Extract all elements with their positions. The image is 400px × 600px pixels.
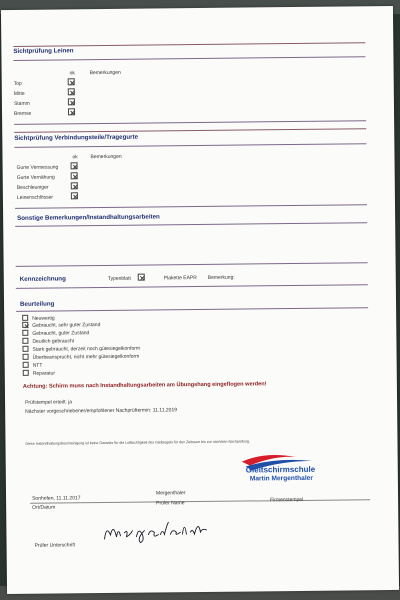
option-label-ueberbeansprucht: Überbeansprucht, nicht mehr gütesiegelkonform — [32, 353, 140, 361]
warning-text: Achtung: Schirm muss nach Instandhaltungsarbeiten am Übungshang eingeflogen werden! — [22, 381, 267, 390]
row-label-top: Top — [13, 80, 22, 87]
checkbox-ueberbeansprucht[interactable] — [23, 354, 29, 360]
option-label-neuwertig: Neuwertig — [32, 315, 55, 322]
school-logo — [236, 453, 340, 492]
naechster-termin-text: Nächster vorgeschriebener/empfohlener Nachprüftermin: 11.11.2019 — [25, 407, 178, 415]
section-title-kennzeichnung: Kennzeichnung — [19, 275, 66, 283]
section-title-sonstige: Sonstige Bemerkungen/Instandhaltungsarbeiten — [17, 213, 160, 222]
col-remarks-label: Bemerkungen — [89, 69, 121, 77]
pruefstempel-text: Prüfstempel erteilt: ja — [25, 399, 73, 406]
handwritten-signature — [102, 516, 212, 552]
checkbox-stark-gebraucht[interactable] — [22, 346, 28, 352]
ort-datum-label: Ort/Datum — [32, 504, 56, 511]
logo-line1: Gleitschirmschule — [245, 464, 316, 475]
section-rule — [16, 262, 368, 267]
checkbox-gurte-vermessung[interactable] — [71, 162, 78, 169]
row-label-gurte-vermessung: Gurte Vermessung — [16, 164, 59, 171]
plakette-label: Plakette EAPR — [163, 275, 197, 282]
section-rule — [15, 204, 367, 209]
row-label-stamm: Stamm — [13, 100, 30, 107]
checkbox-typenblatt[interactable] — [138, 274, 145, 281]
checkbox-mitte[interactable] — [68, 88, 75, 95]
typenblatt-label: Typenblatt — [107, 275, 131, 282]
pruefer-name-value: Mergenthaler — [155, 490, 186, 497]
option-label-ntt: NTT — [32, 362, 43, 369]
checkbox-deutlich-gebraucht[interactable] — [22, 338, 28, 344]
pruefer-unterschrift-label: Prüfer Unterschrift — [34, 542, 76, 549]
row-label-mitte: Mitte — [13, 90, 25, 97]
row-label-gurte-vernaehung: Gurte Vernähung — [16, 174, 55, 181]
section-rule — [16, 307, 368, 312]
checkbox-stamm[interactable] — [68, 98, 75, 105]
checkbox-gurte-vernaehung[interactable] — [71, 172, 78, 179]
checkbox-sehr-guter-zustand[interactable] — [22, 322, 28, 328]
section-rule — [14, 120, 366, 125]
section-title-beurteilung: Beurteilung — [19, 300, 55, 308]
checkbox-top[interactable] — [68, 78, 75, 85]
checkbox-neuwertig[interactable] — [22, 315, 28, 321]
col-remarks-label: Bemerkungen — [90, 153, 122, 161]
option-label-stark-gebraucht: Stark gebraucht, derzeit noch gütesiegelkonform — [32, 345, 141, 353]
inspection-form-page — [1, 6, 399, 594]
checkbox-leinenschloesser[interactable] — [71, 192, 78, 199]
checkbox-guter-zustand[interactable] — [22, 330, 28, 336]
checkbox-bremse[interactable] — [68, 108, 75, 115]
checkbox-beschleuniger[interactable] — [71, 182, 78, 189]
section-rule — [15, 222, 367, 227]
disclaimer-text: Diese Instandhaltungsbescheinigung ist keine Garantie für die Lufttüchtigkeit des Gleitsegels für den Zeitraum bis zur nächsten Nachprüfung. — [25, 439, 251, 446]
option-label-guter-zustand: Gebraucht, guter Zustand — [32, 330, 90, 337]
col-ok-label: ok — [69, 70, 75, 77]
section-title-verbindung: Sichtprüfung Verbindungsteile/Tragegurte — [14, 133, 139, 142]
section-rule — [13, 56, 365, 61]
section-rule — [13, 42, 365, 47]
section-rule — [14, 128, 366, 133]
ort-datum-value: Sonhofen, 11.11.2017 — [32, 495, 81, 502]
col-ok-label: ok — [72, 154, 78, 161]
pruefer-name-label: Prüfer Name — [156, 500, 185, 507]
option-label-reparatur: Reparatur — [32, 370, 56, 377]
option-label-deutlich-gebraucht: Deutlich gebraucht — [32, 338, 75, 345]
section-title-leinen: Sichtprüfung Leinen — [13, 47, 74, 55]
logo-line2: Martin Mergenthaler — [249, 474, 313, 483]
bemerkung-label: Bemerkung: — [207, 274, 235, 281]
checkbox-reparatur[interactable] — [23, 370, 29, 376]
section-rule — [16, 284, 368, 289]
section-rule — [14, 143, 366, 148]
firmenstempel-label: Firmenstempel — [270, 496, 304, 504]
row-label-bremse: Bremse — [14, 110, 32, 117]
row-label-beschleuniger: Beschleuniger — [16, 184, 49, 191]
checkbox-ntt[interactable] — [23, 362, 29, 368]
row-label-leinenschloesser: Leinenschlösser — [16, 194, 54, 201]
option-label-sehr-guter-zustand: Gebraucht, sehr guter Zustand — [32, 322, 101, 329]
